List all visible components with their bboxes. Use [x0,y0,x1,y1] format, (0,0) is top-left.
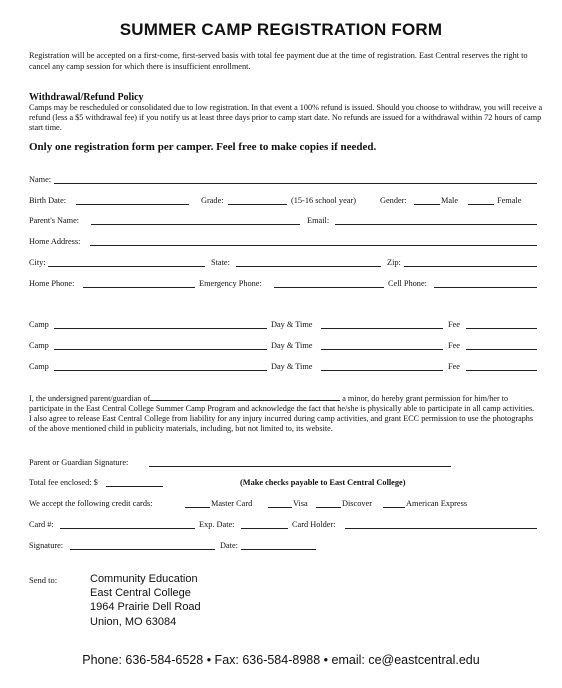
camp-field[interactable] [54,328,267,329]
camp-field[interactable] [54,370,267,371]
day-time-label: Day & Time [271,320,313,329]
date-field[interactable] [241,549,316,550]
parent-signature-label: Parent or Guardian Signature: [29,458,129,467]
school-year-note: (15-16 school year) [291,196,356,205]
state-field[interactable] [236,266,381,267]
card-holder-field[interactable] [345,528,537,529]
home-phone-label: Home Phone: [29,279,75,288]
birth-date-row [29,195,539,207]
permission-rest: a minor, do hereby grant permission for him/her to participate in the East Central College Summer Camp Program and acknowledge the fact that he/she is physically able to participate in all camp activities. I also agree to release East Central College from liability for any injury incurred during camp activities, and grant ECC permission to use the photographs of the above mentioned child in publicity materials, including, but not limited to, its website. [29,394,535,434]
female-field[interactable] [468,204,494,205]
parent-name-field[interactable] [91,224,300,225]
american-express-field[interactable] [383,507,405,508]
address-line: Community Education [90,573,198,585]
female-label: Female [497,196,522,205]
total-fee-row [29,477,539,489]
cell-phone-field[interactable] [434,287,537,288]
grade-field[interactable] [228,204,287,205]
date-label: Date: [220,541,238,550]
camp-row [29,361,539,373]
credit-cards-label: We accept the following credit cards: [29,499,153,508]
total-fee-label: Total fee enclosed: $ [29,478,98,487]
master-card-label: Master Card [211,499,253,508]
withdrawal-heading: Withdrawal/Refund Policy [29,92,144,103]
city-field[interactable] [48,266,205,267]
camp-label: Camp [29,320,49,329]
withdrawal-text: Camps may be rescheduled or consolidated due to low registration. In that event a 100% refund is issued. Should you choose to withdraw, you will receive a refund (less a $5 withdrawal fee) if you notify us at least three days prior to camp start date. No refunds are issued for a withdrawal within 72 hours of camp start time. [29,103,543,133]
day-time-field[interactable] [321,328,443,329]
fee-label: Fee [448,320,460,329]
form-title: SUMMER CAMP REGISTRATION FORM [119,20,443,39]
visa-label: Visa [293,499,308,508]
signature-label: Signature: [29,541,64,550]
fee-label: Fee [448,362,460,371]
emergency-phone-field[interactable] [274,287,384,288]
discover-label: Discover [342,499,372,508]
name-label: Name: [29,175,52,184]
signature-row [29,540,539,552]
email-label: Email: [307,216,330,225]
american-express-label: American Express [406,499,468,508]
send-to-label: Send to: [29,575,58,585]
permission-paragraph [29,393,535,434]
camp-field[interactable] [54,349,267,350]
total-fee-field[interactable] [106,486,163,487]
mailing-address [90,572,201,629]
visa-field[interactable] [268,507,292,508]
one-form-notice: Only one registration form per camper. Feel free to make copies if needed. [29,141,377,153]
address-line: East Central College [90,587,191,600]
day-time-field[interactable] [321,349,443,350]
discover-field[interactable] [316,507,341,508]
name-row [29,174,539,186]
home-address-row [29,236,539,248]
credit-cards-row [29,498,539,510]
home-address-field[interactable] [90,245,537,246]
day-time-field[interactable] [321,370,443,371]
intro-text: Registration will be accepted on a first-come, first-served basis with total fee payment due at the time of registration. East Central reserves the right to cancel any camp session for which there is insufficient enrollment. [29,51,528,71]
city-row [29,257,539,269]
grade-label: Grade: [201,196,224,205]
day-time-label: Day & Time [271,341,313,350]
parent-row [29,215,539,227]
male-label: Male [441,196,459,205]
day-time-label: Day & Time [271,362,313,371]
card-number-label: Card #: [29,520,54,529]
zip-label: Zip: [387,258,401,267]
camp-row [29,340,539,352]
home-address-label: Home Address: [29,237,81,246]
birth-date-field[interactable] [76,204,189,205]
card-holder-label: Card Holder: [292,520,336,529]
gender-label: Gender: [380,196,407,205]
fee-field[interactable] [466,349,537,350]
name-field[interactable] [54,183,537,184]
city-label: City: [29,258,46,267]
cell-phone-label: Cell Phone: [388,279,427,288]
master-card-field[interactable] [185,507,210,508]
state-label: State: [211,258,230,267]
address-line: 1964 Prairie Dell Road [90,601,201,614]
camp-label: Camp [29,341,49,350]
phone-row [29,278,539,290]
home-phone-field[interactable] [83,287,195,288]
fee-field[interactable] [466,328,537,329]
contact-footer: Phone: 636-584-6528 • Fax: 636-584-8988 • email: ce@eastcentral.edu [82,653,480,667]
zip-field[interactable] [404,266,537,267]
minor-name-field[interactable] [150,393,340,401]
email-field[interactable] [335,224,537,225]
exp-date-label: Exp. Date: [199,520,235,529]
permission-start: I, the undersigned parent/guardian of [29,394,151,403]
exp-date-field[interactable] [241,528,288,529]
address-line: Union, MO 63084 [90,615,177,628]
emergency-phone-label: Emergency Phone: [199,279,262,288]
parent-name-label: Parent's Name: [29,216,80,225]
fee-label: Fee [448,341,460,350]
camp-row [29,319,539,331]
birth-date-label: Birth Date: [29,196,67,205]
camp-label: Camp [29,362,49,371]
card-row [29,519,539,531]
parent-signature-row [29,457,539,469]
checks-payable-note: (Make checks payable to East Central College) [240,478,406,487]
male-field[interactable] [414,204,440,205]
fee-field[interactable] [466,370,537,371]
card-number-field[interactable] [60,528,195,529]
parent-signature-field[interactable] [149,466,451,467]
signature-field[interactable] [70,549,215,550]
